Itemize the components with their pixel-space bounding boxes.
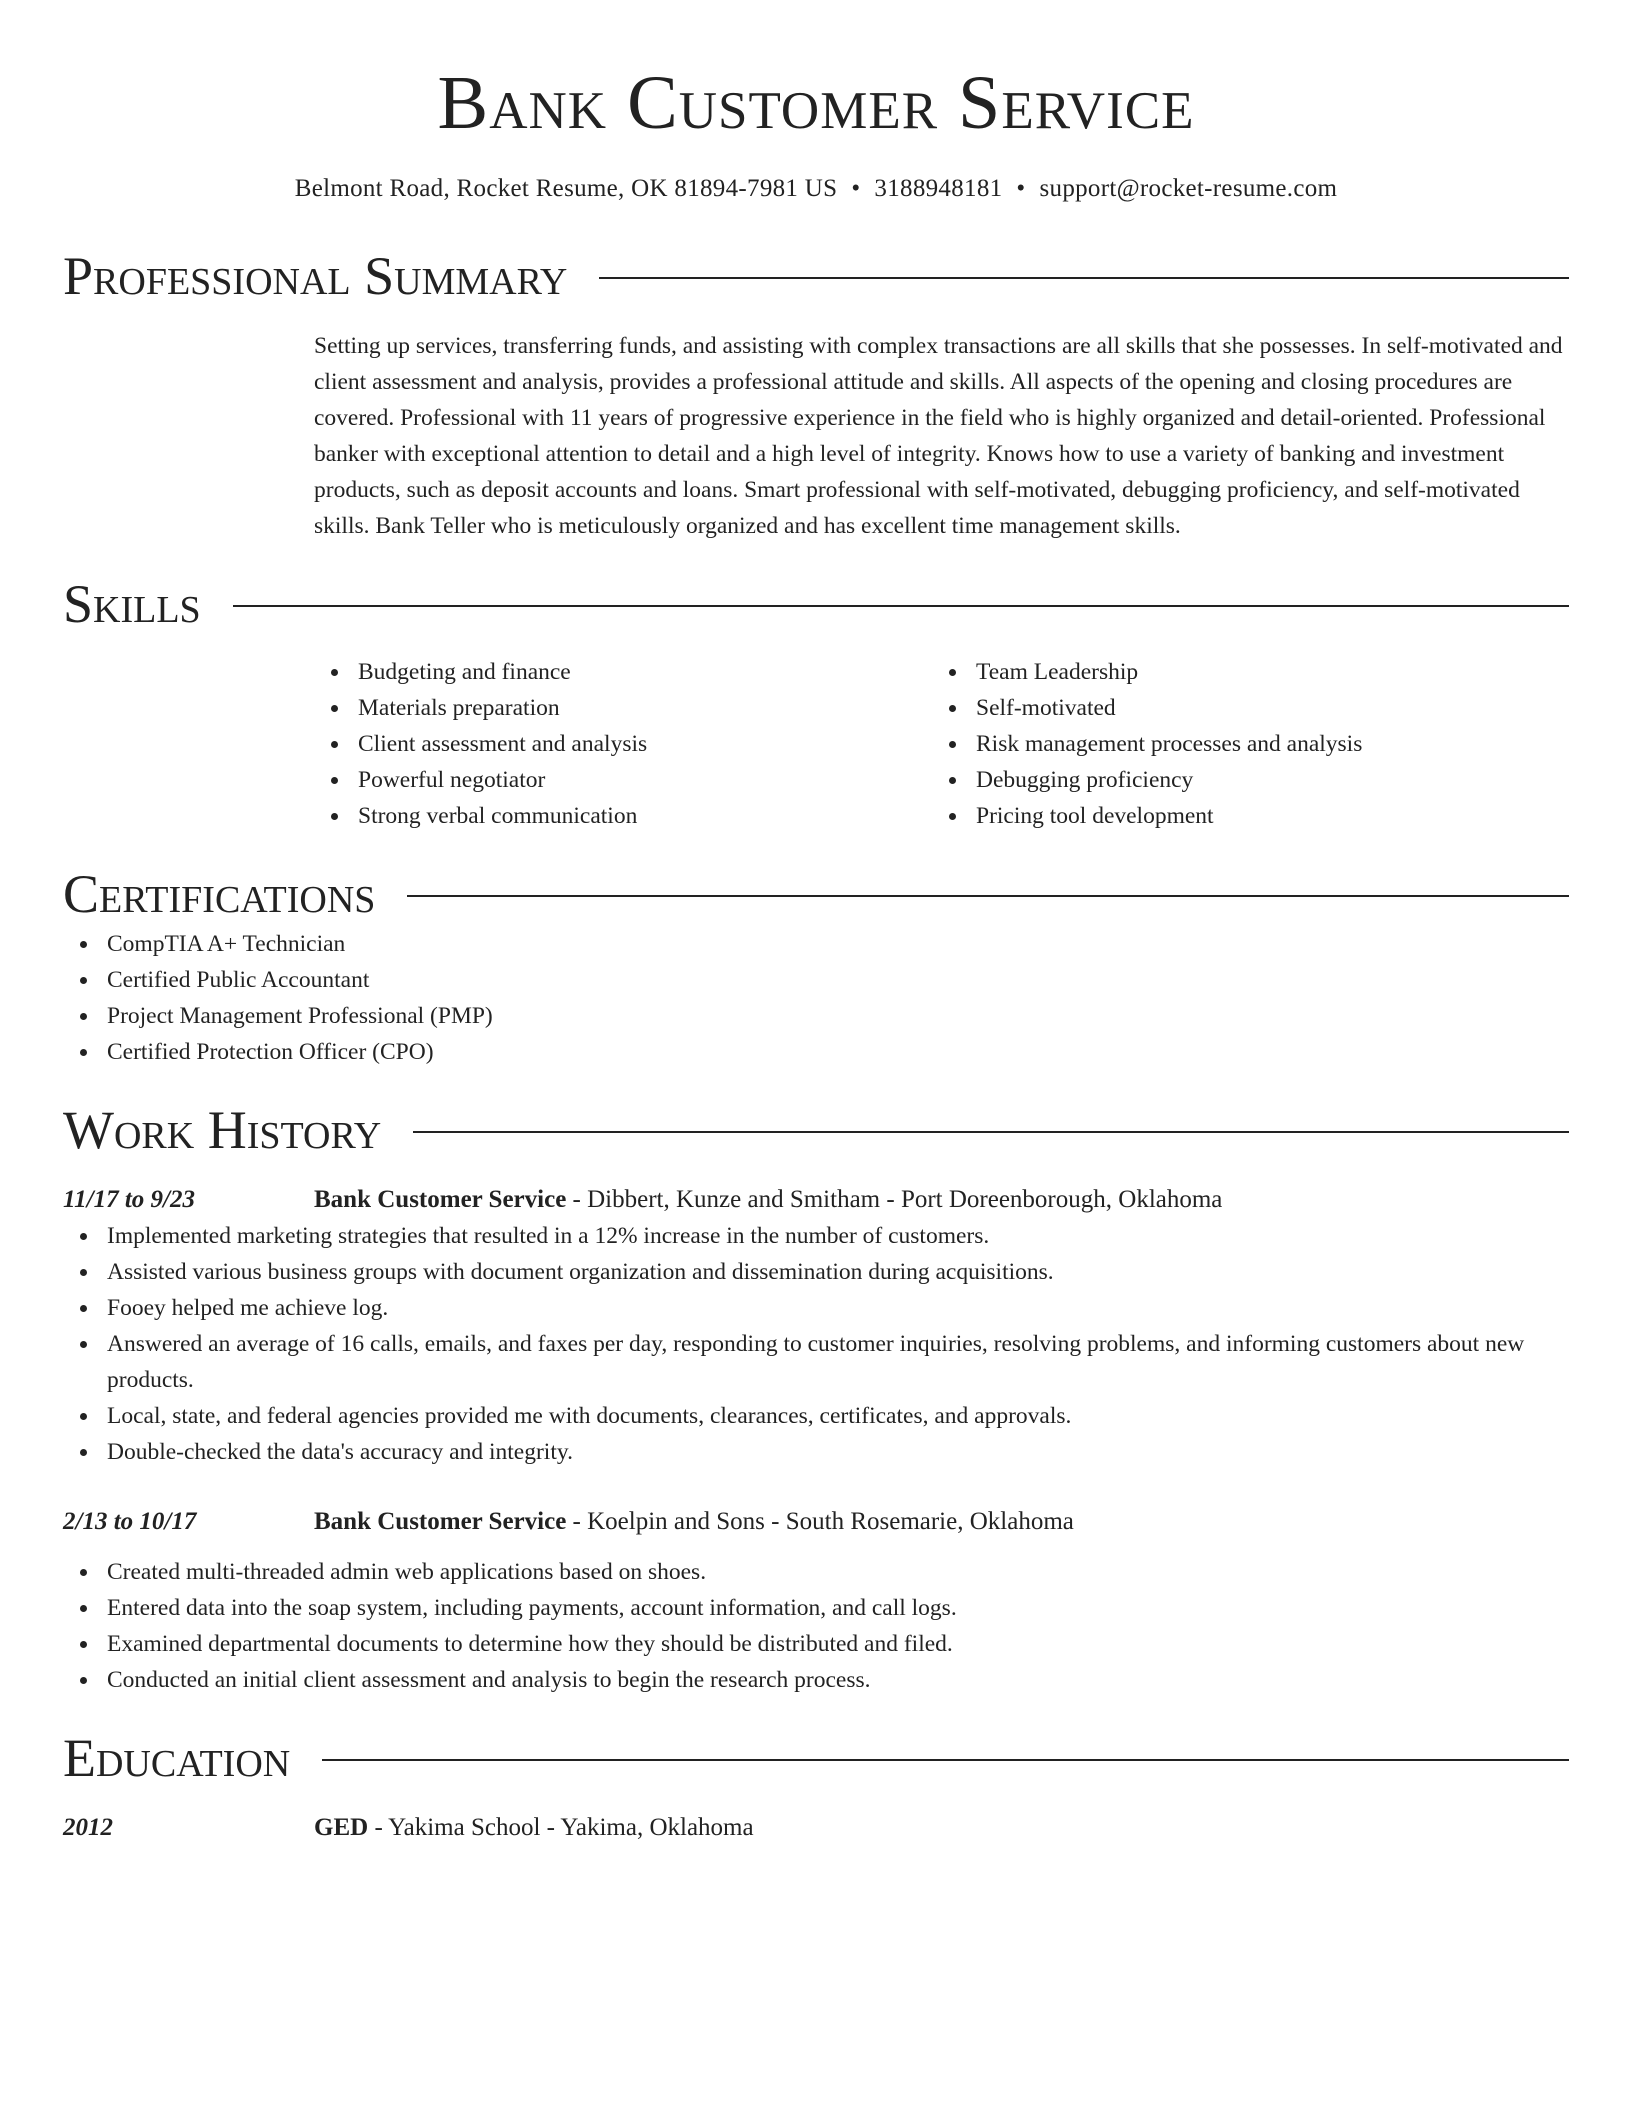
education-section-header [63,1726,1569,1790]
skill-item: Powerful negotiator [314,762,932,798]
job-bullet: Assisted various business groups with document organization and dissemination during acquisitions. [63,1254,1569,1290]
job-title: Bank Customer Service [314,1508,567,1535]
skill-item: Materials preparation [314,690,932,726]
work-section-header [63,1098,1569,1162]
contact-email: support@rocket-resume.com [1039,175,1338,202]
skills-grid [314,654,1569,834]
job-bullet: Examined departmental documents to determine how they should be distributed and filed. [63,1626,1569,1662]
skills-heading: Skills [63,574,201,634]
education-year: 2012 [63,1814,113,1841]
skills-list-left [314,654,932,834]
section-divider [322,1759,1569,1761]
job-entry [63,1182,1569,1470]
skills-section-header [63,572,1569,636]
skill-item: Debugging proficiency [932,762,1550,798]
job-bullet: Entered data into the soap system, including payments, account information, and call logs. [63,1590,1569,1626]
job-bullet: Created multi-threaded admin web applications based on shoes. [63,1554,1569,1590]
contact-address: Belmont Road, Rocket Resume, OK 81894-7981 US [294,175,838,202]
contact-line [63,172,1569,206]
section-divider [233,605,1569,607]
job-entry [63,1504,1569,1698]
skill-item: Pricing tool development [932,798,1550,834]
job-bullets [63,1554,1569,1698]
contact-separator: • [851,175,861,202]
job-dates: 2/13 to 10/17 [63,1508,197,1535]
job-header [63,1182,1569,1218]
skills-list-right [932,654,1550,834]
education-heading: Education [63,1728,291,1788]
education-degree: GED [314,1814,369,1841]
summary-text: Setting up services, transferring funds, and assisting with complex transactions are all skills that she possesses. In self-motivated and client assessment and analysis, provides a professional attitude and skills. All aspects of the opening and closing procedures are covered. Professional with 11 years of progressive experience in the field who is highly organized and detail-oriented. Professional banker with exceptional attention to detail and a high level of integrity. Knows how to use a variety of banking and investment products, such as deposit accounts and loans. Smart professional with self-motivated, debugging proficiency, and self-motivated skills. Bank Teller who is meticulously organized and has excellent time management skills. [314,333,1563,539]
job-bullet: Implemented marketing strategies that resulted in a 12% increase in the number of customers. [63,1218,1569,1254]
certifications-section-header [63,862,1569,926]
skill-item: Client assessment and analysis [314,726,932,762]
job-details: - Dibbert, Kunze and Smitham - Port Doreenborough, Oklahoma [566,1186,1223,1213]
summary-heading: Professional Summary [63,246,568,306]
job-details: - Koelpin and Sons - South Rosemarie, Oklahoma [566,1508,1074,1535]
education-details: - Yakima School - Yakima, Oklahoma [368,1814,754,1841]
section-divider [413,1131,1569,1133]
job-bullet: Fooey helped me achieve log. [63,1290,1569,1326]
job-title: Bank Customer Service [314,1186,567,1213]
job-header [63,1504,1569,1540]
education-entry [63,1810,1569,1846]
certification-item: Certified Public Accountant [63,962,1569,998]
job-bullets [63,1218,1569,1470]
certification-item: Certified Protection Officer (CPO) [63,1034,1569,1070]
skill-item: Strong verbal communication [314,798,932,834]
skill-item: Budgeting and finance [314,654,932,690]
job-bullet: Local, state, and federal agencies provided me with documents, clearances, certificates, and approvals. [63,1398,1569,1434]
job-bullet: Conducted an initial client assessment and analysis to begin the research process. [63,1662,1569,1698]
skill-item: Team Leadership [932,654,1550,690]
resume-name: Bank Customer Service [437,61,1195,145]
work-heading: Work History [63,1100,382,1160]
certifications-list [63,926,1569,1070]
job-dates: 11/17 to 9/23 [63,1186,195,1213]
certification-item: CompTIA A+ Technician [63,926,1569,962]
skill-item: Self-motivated [932,690,1550,726]
certification-item: Project Management Professional (PMP) [63,998,1569,1034]
section-divider [599,277,1569,279]
certifications-heading: Certifications [63,864,376,924]
section-divider [407,895,1569,897]
education-heading-line [314,1810,754,1846]
skill-item: Risk management processes and analysis [932,726,1550,762]
job-bullet: Double-checked the data's accuracy and integrity. [63,1434,1569,1470]
summary-section-header [63,244,1569,308]
job-bullet: Answered an average of 16 calls, emails, and faxes per day, responding to customer inquiries, resolving problems, and informing customers about new products. [63,1326,1569,1398]
contact-phone: 3188948181 [874,175,1003,202]
contact-separator: • [1016,175,1026,202]
job-heading [314,1504,1074,1540]
job-heading [314,1182,1222,1218]
